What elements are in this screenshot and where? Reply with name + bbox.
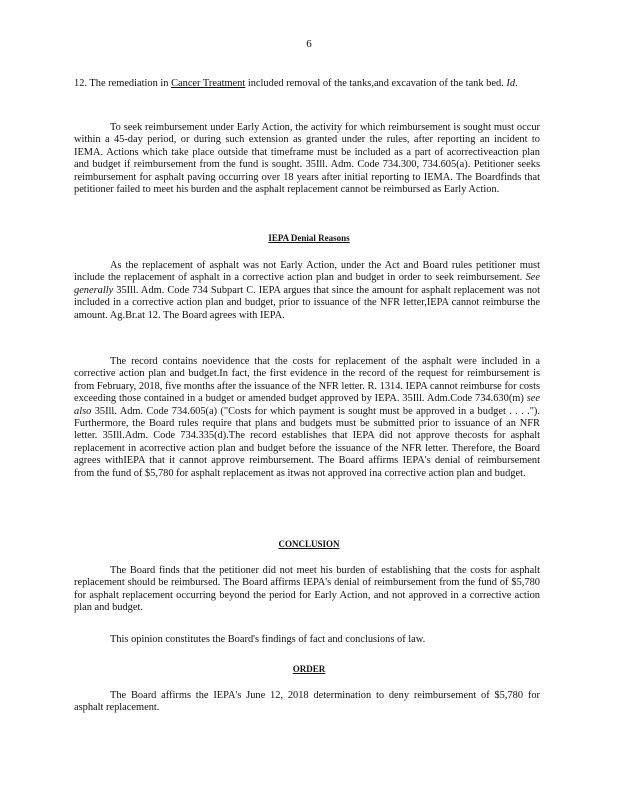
see-generally-signal: See generally bbox=[74, 272, 540, 296]
paragraph-record: The record contains noevidence that the costs for replacement of the asphalt were included in a corrective action plan and budget.In fact, the first evidence in the record of the request for reimbursement is from February, 2018, five months after the issuance of the NFR letter. R. 1314. IEPA cannot reimburse for costs exceeding those contained in a budget or amended budget approved by IEPA. 35Ill. Adm.Code 734.630(m) see also 35Ill. Adm. Code 734.605(a) ("Costs for which payment is sought must be approved in a budget . . . ."). Furthermore, the Board rules require that plans and budgets must be submitted prior to issuance of an NFR letter. 35Ill.Adm. Code 734.335(d).The record establishes that IEPA did not approve thecosts for asphalt replacement in acorrective action plan and budget before the issuance of the NFR letter. Therefore, the Board agrees withIEPA that it cannot approve reimbursement. The Board affirms IEPA's denial of reimbursement from the fund of $5,780 for asphalt replacement as itwas not approved ina corrective action plan and budget. bbox=[74, 356, 540, 479]
paragraph-number: 12. bbox=[74, 78, 87, 89]
case-citation-link: Cancer Treatment bbox=[171, 78, 246, 89]
heading-order: ORDER bbox=[292, 664, 326, 674]
id-citation: Id bbox=[506, 78, 516, 89]
page-number: 6 bbox=[306, 38, 312, 50]
paragraph-denial: As the replacement of asphalt was not Early Action, under the Act and Board rules petitioner must include the replacement of asphalt in a corrective action plan and budget in order to seek reimbursement. See generally 35Ill. Adm. Code 734 Subpart C. IEPA argues that since the amount for asphalt replacement was not included in a corrective action plan and budget, prior to issuance of the NFR letter,IEPA cannot reimburse the amount. Ag.Br.at 12. The Board agrees with IEPA. bbox=[74, 260, 540, 321]
paragraph-conclusion: The Board finds that the petitioner did not meet his burden of establishing that the costs for asphalt replacement should be reimbursed. The Board affirms IEPA's denial of reimbursement from the fund of $5,780 for asphalt replacement occurring beyond the period for Early Action, and not approved in a corrective action plan and budget. bbox=[74, 565, 540, 614]
heading-iepa-denial-reasons: IEPA Denial Reasons bbox=[268, 233, 350, 243]
heading-conclusion: CONCLUSION bbox=[278, 539, 340, 549]
see-also-signal: see also bbox=[74, 393, 540, 417]
paragraph-order: The Board affirms the IEPA's June 12, 2018 determination to deny reimbursement of $5,780 for asphalt replacement. bbox=[74, 690, 540, 714]
paragraph-early-action: To seek reimbursement under Early Action, the activity for which reimbursement is sought must occur within a 45-day period, or during such extension as granted under the rules, after reporting an incident to IEMA. Actions which take place outside that timeframe must be included as a part of acorrectiveaction plan and budget if reimbursement from the fund is sought. 35Ill. Adm. Code 734.300, 734.605(a). Petitioner seeks reimbursement for asphalt paving occurring over 18 years after initial reporting to IEMA. The Boardfinds that petitioner failed to meet his burden and the asphalt replacement cannot be reimbursed as Early Action. bbox=[74, 122, 540, 196]
paragraph-12: 12. The remediation in Cancer Treatment included removal of the tanks,and excavation of the tank bed. Id. bbox=[74, 78, 518, 89]
paragraph-opinion: This opinion constitutes the Board's findings of fact and conclusions of law. bbox=[110, 634, 426, 645]
